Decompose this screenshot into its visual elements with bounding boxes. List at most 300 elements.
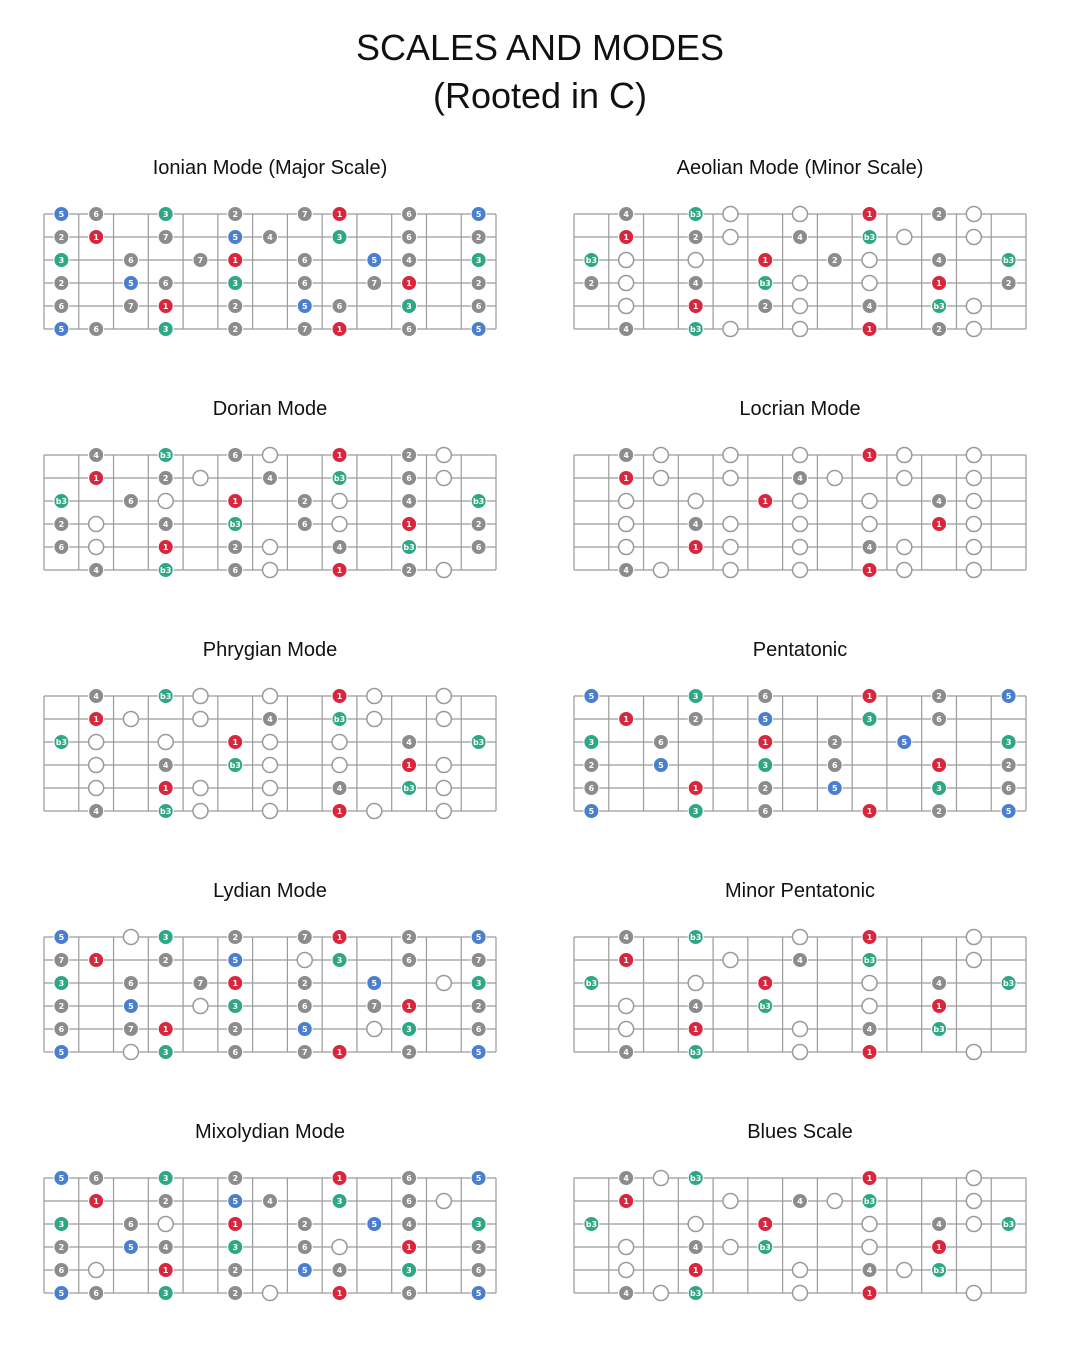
- note-degree: 2: [762, 302, 769, 311]
- note-degree: 5: [588, 692, 595, 701]
- note-degree: 6: [406, 1174, 412, 1183]
- note-degree: b6: [194, 807, 207, 816]
- note-degree: 2: [232, 543, 239, 552]
- note-degree: 1: [93, 715, 99, 724]
- note-degree: b7: [968, 566, 980, 575]
- note-degree: 1: [866, 325, 873, 334]
- note-degree: 2: [936, 692, 942, 701]
- note-degree: b6: [898, 233, 910, 242]
- note-degree: 4: [936, 1220, 942, 1229]
- note-degree: b7: [863, 520, 876, 529]
- note-degree: b6: [794, 210, 806, 219]
- note-dot: [402, 781, 417, 796]
- note-dot: [158, 299, 173, 314]
- note-degree: 2: [936, 210, 942, 219]
- note-dot: [332, 689, 347, 704]
- note-degree: 5: [58, 210, 65, 219]
- note-degree: 1: [692, 1025, 699, 1034]
- note-dot: [584, 689, 599, 704]
- note-degree: 1: [336, 210, 343, 219]
- note-dot: [89, 804, 104, 819]
- note-degree: 2: [406, 451, 412, 460]
- note-degree: b2: [194, 784, 207, 793]
- note-degree: b6: [863, 256, 876, 265]
- note-dot: [966, 322, 981, 337]
- note-degree: b7: [333, 761, 346, 770]
- note-degree: 7: [301, 325, 308, 334]
- note-degree: 1: [162, 302, 169, 311]
- note-dot: [758, 276, 773, 291]
- note-dot: [653, 1171, 668, 1186]
- note-degree: 5: [475, 210, 482, 219]
- note-degree: b6: [90, 738, 102, 747]
- note-degree: 5: [301, 1266, 308, 1275]
- note-dot: [263, 712, 278, 727]
- note-degree: 3: [936, 784, 942, 793]
- note-dot: [332, 540, 347, 555]
- note-dot: [367, 976, 382, 991]
- note-dot: [193, 471, 208, 486]
- note-dot: [584, 781, 599, 796]
- note-dot: [619, 1240, 634, 1255]
- note-degree: 5: [371, 1220, 378, 1229]
- note-dot: [367, 276, 382, 291]
- note-dot: [966, 471, 981, 486]
- note-dot: [827, 471, 842, 486]
- note-degree: b7: [620, 543, 632, 552]
- note-dot: [688, 1171, 703, 1186]
- note-degree: 3: [475, 979, 482, 988]
- note-dot: [158, 1240, 173, 1255]
- note-dot: [619, 230, 634, 245]
- note-degree: 1: [93, 1197, 99, 1206]
- note-dot: [471, 494, 486, 509]
- note-dot: [758, 712, 773, 727]
- note-dot: [862, 540, 877, 555]
- note-degree: 2: [831, 256, 838, 265]
- note-degree: b7: [438, 566, 450, 575]
- note-degree: b6: [438, 784, 450, 793]
- note-degree: b2: [655, 474, 667, 483]
- note-degree: b3: [794, 543, 806, 552]
- note-degree: b7: [333, 520, 346, 529]
- note-degree: b3: [863, 956, 876, 965]
- note-dot: [158, 540, 173, 555]
- note-dot: [158, 1217, 173, 1232]
- note-degree: 2: [162, 956, 169, 965]
- note-degree: 4: [162, 1243, 169, 1252]
- note-dot: [297, 517, 312, 532]
- note-dot: [827, 758, 842, 773]
- note-dot: [54, 207, 69, 222]
- note-degree: b3: [968, 933, 980, 942]
- note-degree: b7: [794, 566, 806, 575]
- note-degree: b3: [333, 738, 346, 747]
- note-dot: [436, 804, 451, 819]
- note-dot: [54, 735, 69, 750]
- note-degree: b3: [620, 520, 632, 529]
- note-dot: [54, 1171, 69, 1186]
- note-degree: 2: [936, 807, 942, 816]
- note-degree: 3: [406, 302, 412, 311]
- note-degree: 6: [406, 233, 412, 242]
- note-dot: [584, 758, 599, 773]
- note-dot: [619, 276, 634, 291]
- note-dot: [228, 299, 243, 314]
- note-degree: b5: [724, 1243, 737, 1252]
- note-dot: [332, 758, 347, 773]
- note-degree: 4: [267, 233, 273, 242]
- note-dot: [966, 448, 981, 463]
- note-dot: [862, 1263, 877, 1278]
- note-dot: [723, 448, 738, 463]
- note-dot: [966, 207, 981, 222]
- note-degree: 3: [336, 1197, 343, 1206]
- note-degree: b3: [863, 979, 876, 988]
- note-degree: 6: [232, 566, 239, 575]
- note-dot: [402, 758, 417, 773]
- note-degree: 6: [93, 1289, 99, 1298]
- note-dot: [471, 253, 486, 268]
- note-degree: 4: [936, 979, 942, 988]
- note-degree: 4: [623, 1048, 629, 1057]
- note-dot: [89, 1194, 104, 1209]
- note-dot: [793, 494, 808, 509]
- note-degree: 4: [267, 474, 273, 483]
- note-dot: [793, 471, 808, 486]
- note-degree: 5: [58, 1174, 65, 1183]
- note-dot: [402, 930, 417, 945]
- note-degree: 6: [128, 1220, 134, 1229]
- note-degree: 3: [58, 256, 65, 265]
- note-degree: 2: [58, 520, 65, 529]
- note-dot: [158, 953, 173, 968]
- note-degree: 4: [623, 210, 629, 219]
- note-dot: [1001, 689, 1016, 704]
- note-dot: [297, 494, 312, 509]
- note-degree: 2: [1005, 279, 1012, 288]
- note-degree: b7: [968, 956, 980, 965]
- note-dot: [584, 735, 599, 750]
- note-dot: [367, 1217, 382, 1232]
- note-degree: b7: [264, 566, 276, 575]
- note-dot: [297, 207, 312, 222]
- note-degree: 4: [797, 233, 803, 242]
- note-dot: [932, 689, 947, 704]
- note-degree: 1: [866, 210, 873, 219]
- note-degree: b3: [160, 451, 172, 460]
- note-degree: 1: [232, 738, 239, 747]
- note-dot: [793, 517, 808, 532]
- note-degree: 1: [762, 979, 769, 988]
- note-degree: 3: [692, 807, 699, 816]
- fretboard-diagram: [44, 210, 496, 334]
- note-dot: [758, 1240, 773, 1255]
- note-dot: [89, 1286, 104, 1301]
- note-dot: [862, 230, 877, 245]
- note-degree: b3: [55, 497, 68, 506]
- note-dot: [471, 1240, 486, 1255]
- note-dot: [193, 781, 208, 796]
- fretboard-diagram: [574, 933, 1026, 1057]
- note-degree: 3: [162, 1289, 169, 1298]
- note-dot: [228, 1240, 243, 1255]
- note-dot: [54, 299, 69, 314]
- note-dot: [619, 1022, 634, 1037]
- note-dot: [123, 976, 138, 991]
- note-dot: [263, 471, 278, 486]
- note-degree: 1: [866, 1048, 873, 1057]
- note-dot: [862, 930, 877, 945]
- note-dot: [158, 471, 173, 486]
- note-degree: b7: [90, 784, 102, 793]
- note-dot: [932, 976, 947, 991]
- note-degree: b7: [620, 1025, 632, 1034]
- note-dot: [158, 1263, 173, 1278]
- note-degree: 7: [128, 1025, 134, 1034]
- note-dot: [793, 1045, 808, 1060]
- note-dot: [54, 517, 69, 532]
- note-degree: b3: [968, 1048, 980, 1057]
- note-dot: [158, 930, 173, 945]
- note-dot: [619, 712, 634, 727]
- note-degree: b7: [160, 1220, 172, 1229]
- note-dot: [966, 299, 981, 314]
- note-dot: [793, 230, 808, 245]
- note-degree: 6: [406, 956, 412, 965]
- note-dot: [723, 517, 738, 532]
- note-degree: b6: [620, 497, 632, 506]
- note-degree: 4: [623, 451, 629, 460]
- note-dot: [619, 322, 634, 337]
- diagram-title: Mixolydian Mode: [194, 1121, 346, 1143]
- note-dot: [723, 953, 738, 968]
- note-degree: b3: [160, 692, 172, 701]
- note-dot: [932, 999, 947, 1014]
- note-degree: 5: [901, 738, 908, 747]
- note-dot: [158, 207, 173, 222]
- note-degree: 3: [692, 692, 699, 701]
- note-dot: [332, 322, 347, 337]
- note-degree: b6: [194, 692, 207, 701]
- note-dot: [758, 299, 773, 314]
- note-degree: 5: [58, 325, 65, 334]
- note-degree: b6: [724, 451, 737, 460]
- note-degree: #4: [194, 1002, 207, 1011]
- note-degree: 5: [128, 1243, 134, 1252]
- note-dot: [619, 999, 634, 1014]
- note-degree: b3: [1002, 256, 1015, 265]
- note-degree: 3: [232, 279, 239, 288]
- note-dot: [54, 1240, 69, 1255]
- note-dot: [54, 953, 69, 968]
- note-degree: 5: [658, 761, 664, 770]
- note-degree: 2: [301, 1220, 308, 1229]
- note-dot: [966, 1171, 981, 1186]
- note-degree: 3: [232, 1002, 239, 1011]
- note-degree: 4: [162, 761, 169, 770]
- note-degree: 3: [232, 1243, 239, 1252]
- note-degree: 7: [197, 979, 204, 988]
- note-dot: [263, 1286, 278, 1301]
- note-degree: 1: [336, 1174, 343, 1183]
- note-dot: [862, 1217, 877, 1232]
- note-dot: [123, 1240, 138, 1255]
- note-dot: [402, 540, 417, 555]
- note-degree: b3: [968, 1174, 980, 1183]
- note-dot: [123, 1022, 138, 1037]
- fretboard-diagram: [44, 1174, 496, 1298]
- note-dot: [436, 563, 451, 578]
- note-degree: 1: [336, 1289, 343, 1298]
- note-degree: 2: [588, 279, 595, 288]
- note-dot: [54, 230, 69, 245]
- note-degree: b2: [898, 566, 910, 575]
- note-degree: 3: [406, 1025, 412, 1034]
- note-degree: 6: [658, 738, 664, 747]
- note-dot: [932, 1263, 947, 1278]
- note-dot: [793, 953, 808, 968]
- note-dot: [332, 230, 347, 245]
- note-degree: 3: [336, 956, 343, 965]
- note-dot: [723, 207, 738, 222]
- note-dot: [862, 1171, 877, 1186]
- note-degree: 2: [301, 497, 308, 506]
- note-dot: [89, 689, 104, 704]
- note-degree: b3: [1002, 1220, 1015, 1229]
- note-degree: b3: [690, 1174, 702, 1183]
- note-dot: [471, 930, 486, 945]
- note-degree: b3: [333, 715, 346, 724]
- note-dot: [471, 207, 486, 222]
- note-dot: [297, 999, 312, 1014]
- note-degree: 1: [762, 256, 769, 265]
- note-degree: 6: [936, 715, 942, 724]
- note-dot: [158, 494, 173, 509]
- note-degree: b3: [690, 933, 702, 942]
- note-dot: [758, 253, 773, 268]
- note-degree: 6: [406, 210, 412, 219]
- note-degree: 1: [93, 474, 99, 483]
- note-dot: [193, 804, 208, 819]
- note-dot: [193, 999, 208, 1014]
- note-degree: 5: [232, 233, 239, 242]
- note-dot: [158, 563, 173, 578]
- note-degree: 4: [797, 1197, 803, 1206]
- note-dot: [471, 1286, 486, 1301]
- note-degree: 1: [936, 1002, 942, 1011]
- note-degree: 6: [58, 302, 65, 311]
- note-dot: [966, 517, 981, 532]
- note-degree: 6: [831, 761, 838, 770]
- note-dot: [619, 448, 634, 463]
- note-dot: [862, 517, 877, 532]
- note-dot: [263, 735, 278, 750]
- note-degree: 3: [58, 979, 65, 988]
- note-dot: [471, 953, 486, 968]
- note-dot: [688, 494, 703, 509]
- note-degree: 1: [762, 1220, 769, 1229]
- note-dot: [932, 322, 947, 337]
- note-dot: [966, 230, 981, 245]
- note-dot: [332, 1194, 347, 1209]
- note-dot: [193, 253, 208, 268]
- note-degree: 7: [301, 210, 308, 219]
- note-degree: 6: [588, 784, 595, 793]
- note-dot: [966, 540, 981, 555]
- note-degree: 7: [162, 233, 169, 242]
- note-degree: 4: [692, 1002, 699, 1011]
- note-degree: 6: [406, 474, 412, 483]
- note-dot: [89, 563, 104, 578]
- note-degree: b3: [229, 520, 241, 529]
- note-degree: 7: [371, 1002, 378, 1011]
- note-degree: 1: [623, 715, 629, 724]
- note-degree: b3: [585, 979, 598, 988]
- note-dot: [297, 322, 312, 337]
- note-degree: 1: [336, 566, 343, 575]
- note-dot: [123, 930, 138, 945]
- note-dot: [758, 689, 773, 704]
- note-dot: [332, 471, 347, 486]
- page-title: SCALES AND MODES: [355, 27, 725, 68]
- note-degree: b6: [620, 279, 632, 288]
- note-dot: [228, 999, 243, 1014]
- note-dot: [193, 689, 208, 704]
- note-degree: #4: [368, 1025, 381, 1034]
- note-degree: 2: [475, 1002, 482, 1011]
- note-dot: [402, 517, 417, 532]
- note-dot: [619, 494, 634, 509]
- note-degree: b7: [333, 1243, 346, 1252]
- note-dot: [966, 930, 981, 945]
- note-dot: [332, 1171, 347, 1186]
- note-dot: [263, 758, 278, 773]
- note-degree: 4: [797, 956, 803, 965]
- note-degree: #4: [124, 933, 138, 942]
- note-degree: 6: [475, 543, 482, 552]
- note-dot: [723, 1240, 738, 1255]
- note-dot: [123, 999, 138, 1014]
- note-dot: [619, 253, 634, 268]
- note-degree: b3: [403, 784, 415, 793]
- note-degree: 1: [336, 807, 343, 816]
- note-dot: [758, 804, 773, 819]
- note-degree: b6: [794, 279, 806, 288]
- note-degree: 4: [866, 302, 873, 311]
- fretboard-diagram: [44, 692, 496, 816]
- note-degree: b6: [794, 520, 806, 529]
- note-dot: [471, 517, 486, 532]
- note-degree: b3: [194, 474, 207, 483]
- note-degree: 4: [692, 279, 699, 288]
- note-dot: [332, 1263, 347, 1278]
- note-degree: 4: [692, 520, 699, 529]
- note-degree: b7: [264, 692, 276, 701]
- note-degree: 6: [301, 520, 308, 529]
- note-dot: [297, 1263, 312, 1278]
- note-degree: 5: [58, 933, 65, 942]
- note-dot: [688, 540, 703, 555]
- note-degree: 1: [336, 1048, 343, 1057]
- note-degree: b3: [620, 1243, 632, 1252]
- note-dot: [228, 1045, 243, 1060]
- note-degree: b7: [690, 979, 702, 988]
- note-degree: 6: [762, 692, 769, 701]
- note-dot: [263, 563, 278, 578]
- note-dot: [402, 1194, 417, 1209]
- note-degree: 5: [831, 784, 838, 793]
